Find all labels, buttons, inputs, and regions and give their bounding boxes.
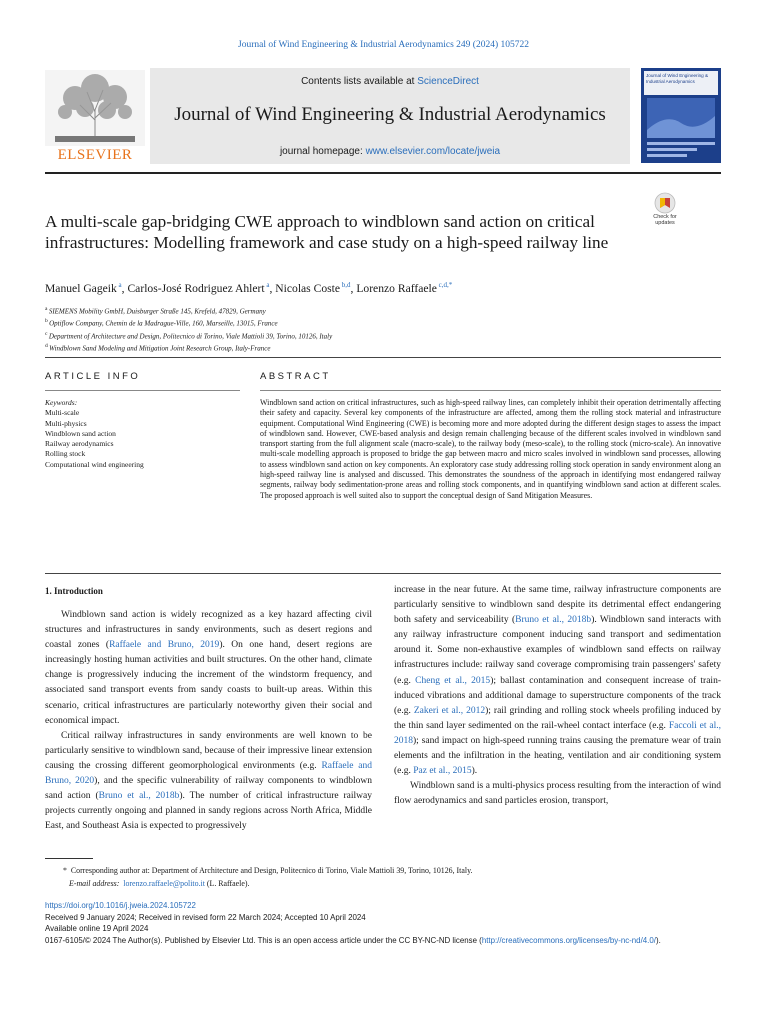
elsevier-logo[interactable] — [45, 70, 145, 164]
email-label: E-mail address: — [69, 879, 120, 888]
author-list: Manuel Gageik $^a$, Carlos-José Rodriguez Ahlert $^a$, Nicolas Coste $^{b,d}$, Lorenzo Raffaele $^{c,d,*}$ — [45, 281, 453, 295]
license-line — [45, 935, 721, 947]
cover-title: Journal of Wind Engineering & Industrial Aerodynamics — [646, 73, 709, 84]
keywords-label: Keywords: — [45, 398, 78, 407]
body-column-left — [45, 608, 372, 834]
license-prefix: 0167-6105/© 2024 The Author(s). Published by Elsevier Ltd. This is an open access article under the CC BY-NC-ND license ( — [45, 935, 482, 945]
elsevier-tree-icon — [45, 70, 145, 146]
citation-link[interactable]: Paz et al., 2015 — [413, 766, 472, 777]
article-info-heading: ARTICLE INFO — [45, 371, 141, 382]
abstract-heading: ABSTRACT — [260, 371, 331, 382]
license-suffix: ). — [655, 935, 661, 945]
contents-prefix: Contents lists available at — [301, 76, 418, 87]
keyword-item: Rolling stock — [45, 449, 86, 459]
crossmark-icon — [645, 192, 685, 214]
received-dates: Received 9 January 2024; Received in revised form 22 March 2024; Accepted 10 April 2024 — [45, 912, 366, 922]
citation-link[interactable]: Raffaele and Bruno, 2020 — [45, 760, 372, 787]
abstract-end-rule — [45, 573, 721, 574]
journal-homepage-link[interactable]: www.elsevier.com/locate/jweia — [365, 146, 501, 157]
article-info-rule — [45, 390, 240, 391]
header-rule — [45, 172, 721, 174]
affiliation-mark: c — [45, 330, 49, 337]
homepage-line — [150, 146, 630, 157]
citation-link[interactable]: Raffaele and Bruno, 2019 — [109, 640, 220, 651]
paragraph-text: Critical railway infrastructures in sandy environments are well known to be particularly sensitive to windblown sand, because of their impressive linear extension causing the crossing different geomorphological environments (e.g. — [45, 730, 372, 771]
article-title: A multi-scale gap-bridging CWE approach to windblown sand action on critical infrastructures: Modelling framework and case study on a high-speed railway line — [45, 212, 609, 252]
paragraph-text: ), and the specific vulnerability of railway components to windblown sand action ( — [45, 776, 372, 802]
footnote-mark: * — [63, 866, 67, 875]
available-online: Available online 19 April 2024 — [45, 924, 149, 934]
publisher-name: ELSEVIER — [57, 147, 133, 163]
paragraph-text: ). On one hand, desert regions are increasingly hosting human activities and built structures. On the other hand, climate change is progressively inducing the increment of the windstorm frequency, and associated sand transport events from sandy coasts to built-up areas. Within this scenario, critical infrastructures are particularly noteworthy given their social and economical impact. — [45, 640, 373, 726]
affiliation-text: Windblown Sand Modeling and Mitigation Joint Research Group, Italy-France — [49, 344, 271, 353]
contents-line — [150, 76, 630, 87]
paragraph-text: Windblown sand action is widely recognized as a key hazard affecting civil structures and infrastructures in sandy environments, such as desert regions and coastal zones ( — [45, 610, 372, 651]
homepage-prefix: journal homepage: — [279, 146, 366, 157]
author-affiliation-mark[interactable]: b,d — [340, 281, 351, 289]
abstract-rule — [260, 390, 721, 391]
intro-paragraph-3 — [394, 583, 721, 779]
affiliation-mark: b — [45, 318, 50, 325]
citation-link[interactable]: Zakeri et al., 2012 — [413, 705, 486, 716]
author-name[interactable]: Manuel Gageik — [45, 281, 117, 295]
affiliation-text: SIEMENS Mobility GmbH, Duisburger Straße 145, Krefeld, 47829, Germany — [48, 307, 266, 316]
affiliation-mark: a — [45, 306, 49, 312]
license-link[interactable]: http://creativecommons.org/licenses/by-nc-nd/4.0/ — [481, 935, 656, 945]
intro-paragraph-2 — [45, 729, 372, 835]
keyword-list — [45, 408, 245, 470]
abstract-text: Windblown sand action on critical infrastructures, such as high-speed railway lines, can completely inhibit their operation detrimentally affecting their safety and capacity. Several key components of the infrastructure are affected, among them the rolling stock material and infrastructure equipment. Computational Wind Engineering (CWE) is becoming more and more adopted during the different design stages to assess the impact of windblown sand. However, CWE-based analysis and design remain challenging because of the different scales involved in windblown sand transport starting from the full alignment scale (macro-scale), to the railway body (meso-scale), to the rolling stock (micro-scale). An innovative multi-scale modelling approach is proposed to bridge the gap between macro and micro scales involved in windblown sand processes, allowing to assess windblown sand action on key components. An exploratory case study addressing rolling stock operation in sandy environment along an high-speed railway line is analysed and discussed. This demonstrates the soundness of the approach in identifying most endangered railway segments, railway body sedimentation-prone areas and rolling stock components, and in quantifying windblown sand action at different scales. The proposed approach is well suited also to support the conceptual design of Sand Mitigation Measures. — [260, 398, 721, 500]
affiliation-text: Optiflow Company, Chemin de la Madrague-Ville, 160, Marseille, 13015, France — [49, 319, 278, 328]
keyword-item: Windblown sand action — [45, 428, 116, 438]
publication-info — [45, 900, 721, 946]
affiliation-item — [45, 341, 705, 353]
journal-citation[interactable]: Journal of Wind Engineering & Industrial Aerodynamics 249 (2024) 105722 — [238, 40, 529, 50]
journal-cover-thumbnail[interactable] — [641, 68, 721, 163]
citation-link[interactable]: Bruno et al., 2018b — [515, 615, 592, 626]
affiliation-item — [45, 329, 705, 341]
intro-paragraph-4 — [394, 779, 721, 809]
paragraph-text: ). — [471, 766, 478, 777]
author-name[interactable]: Lorenzo Raffaele — [356, 281, 437, 295]
crossmark-label: Check for updates — [653, 214, 677, 226]
author-name[interactable]: Nicolas Coste — [275, 281, 341, 295]
paragraph-text: ). The number of critical infrastructure railway projects currently ongoing and planned in sandy regions across North Africa, Middle East, and Southeast Asia is expected to progressively — [45, 791, 372, 832]
corresponding-author-note — [45, 864, 721, 877]
affiliation-item — [45, 316, 705, 328]
author-affiliation-mark[interactable]: a — [116, 281, 122, 289]
footnote — [45, 864, 721, 890]
journal-header-box — [150, 68, 630, 164]
paragraph-text: ); ballast contamination and consequent increase of train-induced vibrations and additional damage to superstructure components of the track (e.g. — [394, 675, 721, 716]
email-suffix: (L. Raffaele). — [204, 879, 250, 888]
body-column-right — [394, 583, 721, 809]
author-affiliation-mark[interactable]: a — [264, 281, 270, 289]
keyword-item: Multi-scale — [45, 408, 80, 418]
keyword-item: Computational wind engineering — [45, 459, 144, 469]
sciencedirect-link[interactable]: ScienceDirect — [417, 76, 479, 87]
introduction-heading: 1. Introduction — [45, 586, 103, 596]
check-for-updates-button[interactable] — [645, 192, 685, 232]
corresponding-author-text: Corresponding author at: Department of Architecture and Design, Politecnico di Torino, Viale Mattioli 39, Torino, 10126, Italy. — [70, 866, 473, 875]
keyword-item: Railway aerodynamics — [45, 439, 114, 449]
affiliation-mark: d — [45, 342, 50, 349]
citation-link[interactable]: Cheng et al., 2015 — [415, 675, 491, 686]
paragraph-text: ). Windblown sand interacts with any railway infrastructure component inducing sand transport and sedimentation around it. Some non-exhaustive examples of windblown sand effects on railway infrastructures include: railway sand coverage compromising train passengers' safety (e.g. — [394, 615, 721, 686]
email-link[interactable]: lorenzo.raffaele@polito.it — [123, 879, 205, 888]
citation-link[interactable]: Faccoli et al., 2018 — [394, 720, 721, 746]
author-affiliation-mark[interactable]: c,d,* — [436, 281, 453, 289]
email-line — [45, 877, 721, 890]
keyword-item: Multi-physics — [45, 418, 87, 428]
citation-link[interactable]: Bruno et al., 2018b — [98, 791, 180, 802]
intro-paragraph-1 — [45, 608, 372, 729]
affiliation-item — [45, 304, 705, 316]
author-name[interactable]: Carlos-José Rodriguez Ahlert — [127, 281, 265, 295]
journal-title: Journal of Wind Engineering & Industrial Aerodynamics — [174, 104, 606, 125]
footnote-rule — [45, 858, 93, 859]
paragraph-text: ); rail grinding and rolling stock wheels profiling induced by the thin sand layer sedimented on the rail-wheel contact interface (e.g. — [394, 705, 721, 731]
paragraph-text: increase in the near future. At the same time, railway infrastructure components are particularly sensitive to windblown sand despite its detrimental effect endangering both safety and serviceability ( — [394, 585, 721, 626]
affiliation-text: Department of Architecture and Design, Politecnico di Torino, Viale Mattioli 39, Torino, 10126, Italy — [48, 331, 333, 340]
paragraph-text: Windblown sand is a multi-physics process resulting from the interaction of wind flow aerodynamics and sand particles erosion, transport, — [394, 781, 721, 807]
paragraph-text: ); sand impact on high-speed running trains causing the premature wear of train elements and the infiltration in the heating, ventilation and air conditioning system (e.g. — [394, 735, 721, 777]
section-rule — [45, 357, 721, 358]
doi-link[interactable]: https://doi.org/10.1016/j.jweia.2024.105722 — [45, 901, 196, 910]
affiliation-list — [45, 304, 705, 353]
keywords-block — [45, 398, 245, 470]
